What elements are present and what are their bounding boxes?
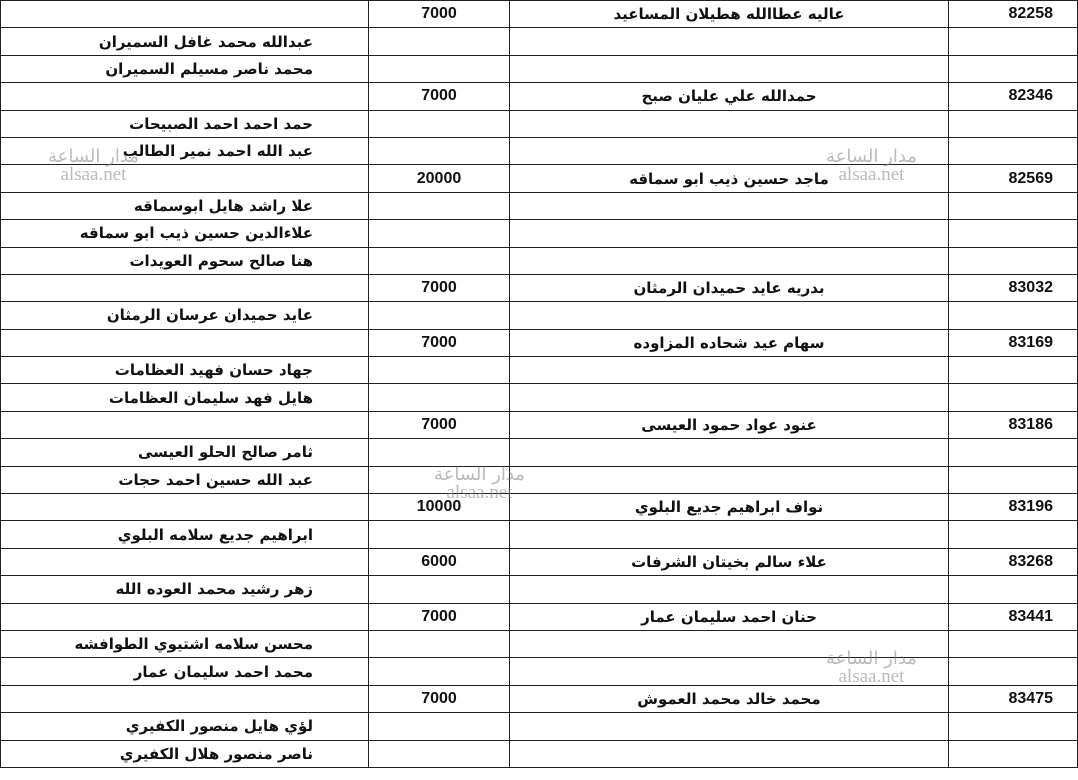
dependent-name-cell bbox=[1, 329, 369, 356]
beneficiary-name-cell bbox=[510, 220, 949, 247]
amount-cell: 20000 bbox=[369, 165, 510, 192]
table-row bbox=[1, 411, 1078, 438]
amount-cell bbox=[369, 439, 510, 466]
beneficiary-name-cell bbox=[510, 521, 949, 548]
dependent-name-cell: جهاد حسان فهيد العظامات bbox=[1, 357, 369, 384]
dependent-name-cell bbox=[1, 494, 369, 521]
record-number-cell bbox=[949, 658, 1078, 685]
beneficiary-name-cell bbox=[510, 713, 949, 740]
dependent-name-cell: علاءالدين حسين ذيب ابو سماقه bbox=[1, 220, 369, 247]
record-number-cell bbox=[949, 110, 1078, 137]
table-row bbox=[1, 685, 1078, 712]
table-row bbox=[1, 439, 1078, 466]
watermark-latin: alsaa.net bbox=[838, 164, 905, 185]
amount-cell bbox=[369, 55, 510, 82]
amount-cell: 7000 bbox=[369, 411, 510, 438]
dependent-name-cell: حمد احمد احمد الصبيحات bbox=[1, 110, 369, 137]
dependent-name-cell: محمد احمد سليمان عمار bbox=[1, 658, 369, 685]
amount-cell bbox=[369, 192, 510, 219]
watermark-latin: alsaa.net bbox=[60, 164, 127, 185]
beneficiary-name-cell bbox=[510, 439, 949, 466]
amount-cell: 10000 bbox=[369, 494, 510, 521]
beneficiary-name-cell bbox=[510, 302, 949, 329]
amount-cell bbox=[369, 302, 510, 329]
amount-cell bbox=[369, 658, 510, 685]
amount-cell bbox=[369, 576, 510, 603]
amount-cell: 6000 bbox=[369, 548, 510, 575]
amount-cell bbox=[369, 110, 510, 137]
dependent-name-cell bbox=[1, 274, 369, 301]
record-number-cell bbox=[949, 384, 1078, 411]
table-row bbox=[1, 357, 1078, 384]
amount-cell bbox=[369, 247, 510, 274]
table-row bbox=[1, 384, 1078, 411]
dependent-name-cell: محمد ناصر مسيلم السميران bbox=[1, 55, 369, 82]
dependent-name-cell: ابراهيم جديع سلامه البلوي bbox=[1, 521, 369, 548]
dependent-name-cell bbox=[1, 1, 369, 28]
watermark bbox=[48, 148, 139, 184]
beneficiary-name-cell: سهام عيد شحاده المزاوده bbox=[510, 329, 949, 356]
amount-cell: 7000 bbox=[369, 329, 510, 356]
table-row bbox=[1, 329, 1078, 356]
watermark-arabic: مدار الساعة bbox=[826, 648, 917, 669]
watermark-arabic: مدار الساعة bbox=[434, 464, 525, 485]
dependent-name-cell: هنا صالح سحوم العويدات bbox=[1, 247, 369, 274]
dependent-name-cell: هايل فهد سليمان العظامات bbox=[1, 384, 369, 411]
dependent-name-cell: عبد الله حسين احمد حجات bbox=[1, 466, 369, 493]
amount-cell: 7000 bbox=[369, 685, 510, 712]
record-number-cell bbox=[949, 137, 1078, 164]
record-number-cell bbox=[949, 521, 1078, 548]
record-number-cell bbox=[949, 247, 1078, 274]
table-row bbox=[1, 576, 1078, 603]
record-number-cell: 83169 bbox=[949, 329, 1078, 356]
dependent-name-cell: عايد حميدان عرسان الرمثان bbox=[1, 302, 369, 329]
beneficiary-name-cell: حمدالله علي عليان صبح bbox=[510, 83, 949, 110]
amount-cell bbox=[369, 740, 510, 767]
beneficiary-name-cell: نواف ابراهيم جديع البلوي bbox=[510, 494, 949, 521]
table-row bbox=[1, 521, 1078, 548]
record-number-cell: 83441 bbox=[949, 603, 1078, 630]
beneficiary-name-cell bbox=[510, 28, 949, 55]
record-number-cell bbox=[949, 55, 1078, 82]
table-row bbox=[1, 603, 1078, 630]
dependent-name-cell: لؤي هايل منصور الكفيري bbox=[1, 713, 369, 740]
beneficiary-name-cell bbox=[510, 384, 949, 411]
dependent-name-cell bbox=[1, 411, 369, 438]
beneficiary-name-cell bbox=[510, 576, 949, 603]
amount-cell bbox=[369, 630, 510, 657]
record-number-cell bbox=[949, 576, 1078, 603]
amount-cell: 7000 bbox=[369, 83, 510, 110]
table-row bbox=[1, 55, 1078, 82]
record-number-cell: 83186 bbox=[949, 411, 1078, 438]
dependent-name-cell: عبد الله احمد نمير الطالب bbox=[1, 137, 369, 164]
watermark bbox=[826, 148, 917, 184]
dependent-name-cell: علا راشد هايل ابوسماقه bbox=[1, 192, 369, 219]
beneficiary-name-cell: عاليه عطاالله هطيلان المساعيد bbox=[510, 1, 949, 28]
dependent-name-cell bbox=[1, 548, 369, 575]
amount-cell bbox=[369, 521, 510, 548]
beneficiary-name-cell: عنود عواد حمود العيسى bbox=[510, 411, 949, 438]
table-row bbox=[1, 713, 1078, 740]
amount-cell bbox=[369, 384, 510, 411]
amount-cell: 7000 bbox=[369, 1, 510, 28]
table-row bbox=[1, 247, 1078, 274]
dependent-name-cell: زهر رشيد محمد العوده الله bbox=[1, 576, 369, 603]
table-row bbox=[1, 494, 1078, 521]
beneficiary-name-cell bbox=[510, 55, 949, 82]
table-row bbox=[1, 740, 1078, 767]
table-row bbox=[1, 83, 1078, 110]
beneficiary-name-cell: بدريه عايد حميدان الرمثان bbox=[510, 274, 949, 301]
table-row bbox=[1, 192, 1078, 219]
dependent-name-cell bbox=[1, 83, 369, 110]
beneficiary-name-cell bbox=[510, 466, 949, 493]
beneficiary-name-cell bbox=[510, 740, 949, 767]
dependent-name-cell: ثامر صالح الحلو العيسى bbox=[1, 439, 369, 466]
beneficiary-name-cell: حنان احمد سليمان عمار bbox=[510, 603, 949, 630]
beneficiary-name-cell bbox=[510, 247, 949, 274]
record-number-cell bbox=[949, 630, 1078, 657]
table-row bbox=[1, 302, 1078, 329]
table-row bbox=[1, 548, 1078, 575]
dependent-name-cell: محسن سلامه اشتيوي الطوافشه bbox=[1, 630, 369, 657]
amount-cell: 7000 bbox=[369, 274, 510, 301]
beneficiary-name-cell bbox=[510, 357, 949, 384]
table-row bbox=[1, 466, 1078, 493]
beneficiary-name-cell: علاء سالم بخيتان الشرفات bbox=[510, 548, 949, 575]
amount-cell bbox=[369, 357, 510, 384]
amount-cell bbox=[369, 137, 510, 164]
record-number-cell: 83032 bbox=[949, 274, 1078, 301]
table-row bbox=[1, 28, 1078, 55]
watermark bbox=[826, 650, 917, 686]
amount-cell bbox=[369, 713, 510, 740]
record-number-cell: 82569 bbox=[949, 165, 1078, 192]
table-row bbox=[1, 110, 1078, 137]
dependent-name-cell: ناصر منصور هلال الكفيري bbox=[1, 740, 369, 767]
watermark-latin: alsaa.net bbox=[446, 482, 513, 503]
dependent-name-cell bbox=[1, 685, 369, 712]
watermark-latin: alsaa.net bbox=[838, 666, 905, 687]
watermark bbox=[434, 466, 525, 502]
record-number-cell bbox=[949, 192, 1078, 219]
amount-cell bbox=[369, 28, 510, 55]
table-row bbox=[1, 220, 1078, 247]
beneficiary-name-cell: ماجد حسين ذيب ابو سماقه bbox=[510, 165, 949, 192]
record-number-cell bbox=[949, 466, 1078, 493]
record-number-cell: 83196 bbox=[949, 494, 1078, 521]
record-number-cell bbox=[949, 302, 1078, 329]
record-number-cell bbox=[949, 439, 1078, 466]
dependent-name-cell: عبدالله محمد غافل السميران bbox=[1, 28, 369, 55]
amount-cell bbox=[369, 220, 510, 247]
beneficiary-name-cell bbox=[510, 110, 949, 137]
record-number-cell: 83475 bbox=[949, 685, 1078, 712]
watermark-arabic: مدار الساعة bbox=[48, 146, 139, 167]
record-number-cell: 83268 bbox=[949, 548, 1078, 575]
dependent-name-cell bbox=[1, 603, 369, 630]
record-number-cell bbox=[949, 740, 1078, 767]
watermark-arabic: مدار الساعة bbox=[826, 146, 917, 167]
table-row bbox=[1, 1, 1078, 28]
record-number-cell: 82258 bbox=[949, 1, 1078, 28]
beneficiary-name-cell: محمد خالد محمد العموش bbox=[510, 685, 949, 712]
record-number-cell bbox=[949, 28, 1078, 55]
record-number-cell bbox=[949, 357, 1078, 384]
record-number-cell bbox=[949, 713, 1078, 740]
record-number-cell bbox=[949, 220, 1078, 247]
table-row bbox=[1, 274, 1078, 301]
amount-cell: 7000 bbox=[369, 603, 510, 630]
record-number-cell: 82346 bbox=[949, 83, 1078, 110]
beneficiary-name-cell bbox=[510, 192, 949, 219]
